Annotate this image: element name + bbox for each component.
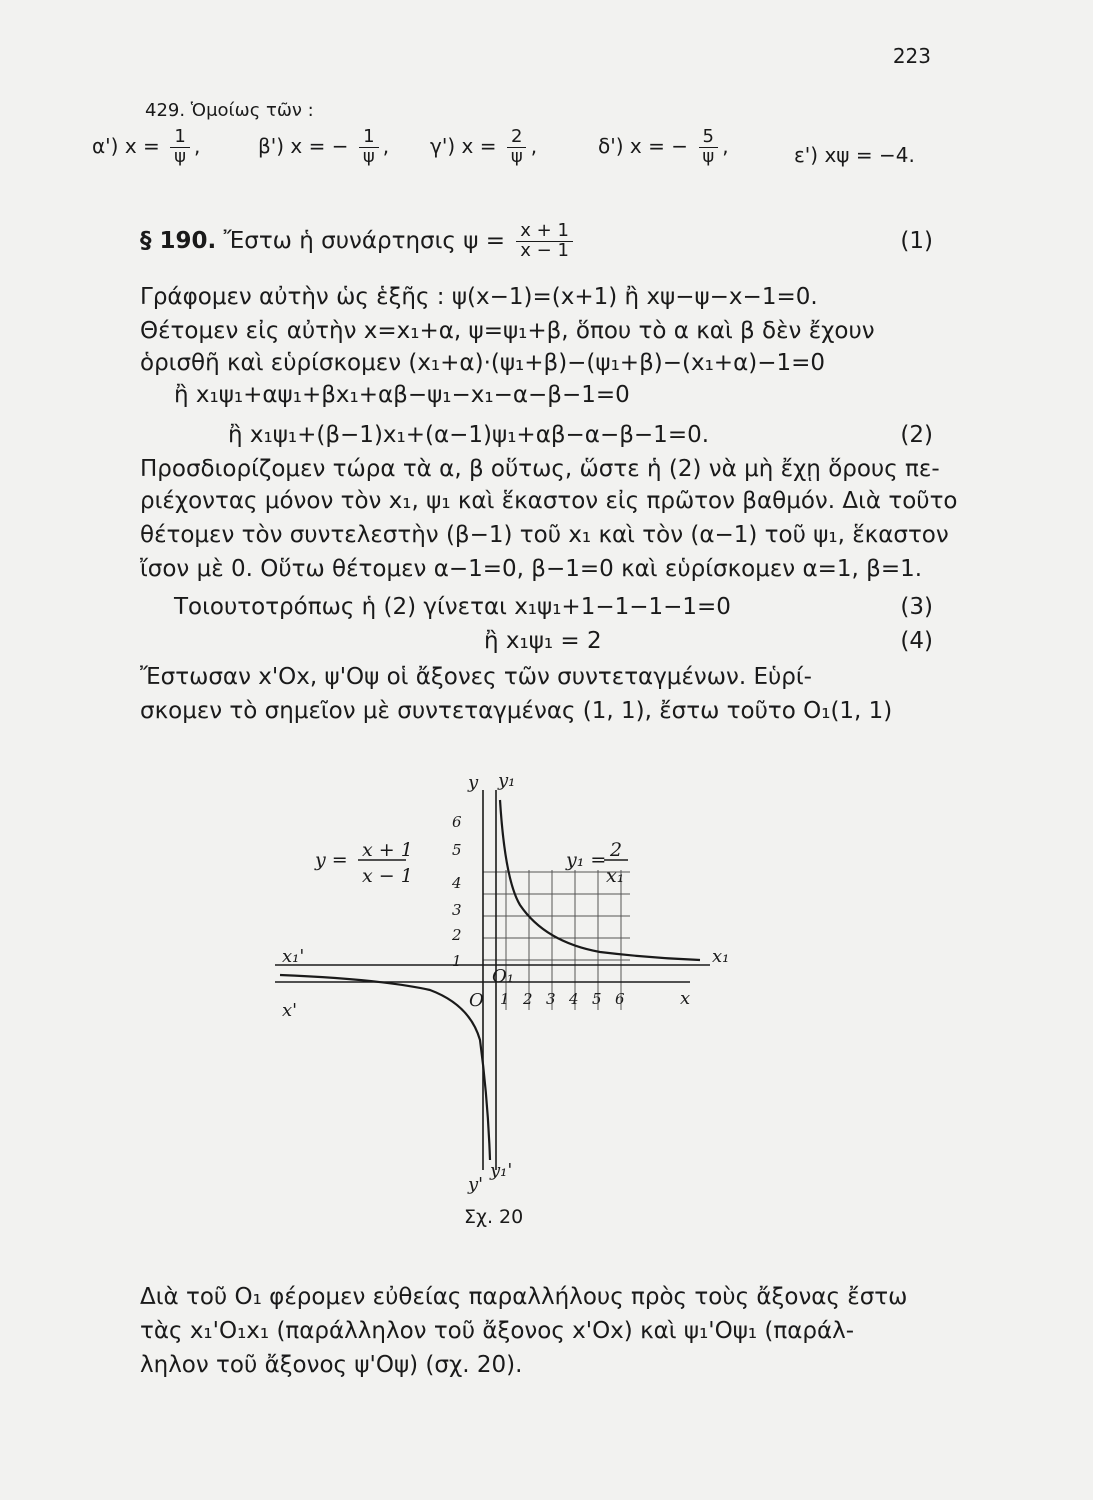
text-line-7: ριέχοντας μόνον τὸν x₁, ψ₁ καὶ ἕκαστον εἰς πρῶτον βαθμόν. Διὰ τοῦτο xyxy=(140,488,958,514)
right-equation-lhs: y₁ = xyxy=(566,849,607,871)
y-tick-label: 6 xyxy=(452,813,462,831)
y-tick-label: 5 xyxy=(452,841,462,859)
exercise-item-d: δ') x = − $\frac{5}{\psi}$ , xyxy=(598,126,729,167)
text-line-5: ἢ x₁ψ₁+(β−1)x₁+(α−1)ψ₁+αβ−α−β−1=0. xyxy=(228,422,710,448)
text-line-content: τὰς x₁'O₁x₁ (παράλληλον τοῦ ἄξονος x'Ox) καὶ ψ₁'Oψ₁ (παράλ- xyxy=(140,1318,855,1344)
fraction-denominator: x − 1 xyxy=(520,239,569,261)
fraction-numerator: 5 xyxy=(699,128,718,148)
y-tick-label: 1 xyxy=(452,952,462,970)
section-intro: Ἔστω ἡ συνάρτησις ψ = xyxy=(223,227,505,254)
grid-lines xyxy=(483,870,630,1010)
label-o1: O₁ xyxy=(492,966,514,987)
x-tick-label: 6 xyxy=(615,990,625,1008)
text-line-12: Ἔστωσαν x'Ox, ψ'Oψ οἱ ἄξονες τῶν συντεταγμένων. Εὑρί- xyxy=(140,664,812,690)
x-tick-labels xyxy=(500,990,625,1008)
exercise-item-e: ε') xψ = −4. xyxy=(794,143,915,167)
label-x1-left: x₁' xyxy=(282,946,305,967)
left-equation xyxy=(314,839,413,887)
exercise-item-label: α') x = xyxy=(92,133,160,158)
text-line-13: σκομεν τὸ σημεῖον μὲ συντεταγμένας (1, 1), ἔστω τοῦτο O₁(1, 1) xyxy=(140,698,893,724)
fraction-numerator: 1 xyxy=(170,128,189,148)
label-y1-prime: y₁' xyxy=(490,1160,513,1181)
left-equation-den: x − 1 xyxy=(362,865,413,887)
x-tick-label: 1 xyxy=(500,990,510,1008)
left-equation-lhs: y = xyxy=(315,849,348,871)
fraction-numerator: 2 xyxy=(507,128,526,148)
figure-caption: Σχ. 20 xyxy=(464,1206,524,1228)
y-tick-labels xyxy=(451,813,462,970)
exercise-item-c: γ') x = $\frac{2}{\psi}$ , xyxy=(430,126,538,167)
y-tick-label: 4 xyxy=(452,874,462,892)
closing-line-2 xyxy=(140,1318,933,1344)
text-line-10: Τοιουτοτρόπως ἡ (2) γίνεται x₁ψ₁+1−1−1−1=0 xyxy=(174,594,731,620)
text-line-content: Γράφομεν αὐτὴν ὡς ἑξῆς : ψ(x−1)=(x+1) ἢ xψ−ψ−x−1=0. xyxy=(140,284,818,310)
x-tick-label: 4 xyxy=(569,990,579,1008)
text-line-content: Θέτομεν εἰς αὐτὴν x=x₁+α, ψ=ψ₁+β, ὅπου τὸ α καὶ β δὲν ἔχουν xyxy=(140,318,875,344)
right-equation-den: x₁ xyxy=(606,865,625,887)
fraction-numerator: x + 1 xyxy=(516,222,573,242)
exercise-item-label: β') x = − xyxy=(258,133,349,158)
right-equation xyxy=(565,839,628,887)
equation-label-1: (1) xyxy=(900,228,933,254)
fraction-denominator: ψ xyxy=(702,145,715,167)
fraction-numerator: 1 xyxy=(359,128,378,148)
text-line-4: ἢ x₁ψ₁+αψ₁+βx₁+αβ−ψ₁−x₁−α−β−1=0 xyxy=(174,382,630,408)
label-y: y xyxy=(468,772,479,793)
x-tick-label: 3 xyxy=(546,990,556,1008)
right-equation-num: 2 xyxy=(610,839,623,861)
left-equation-num: x + 1 xyxy=(362,839,413,861)
equation-label-4: (4) xyxy=(900,628,933,654)
text-line-9: ἴσον μὲ 0. Οὕτω θέτομεν α−1=0, β−1=0 καὶ εὑρίσκομεν α=1, β=1. xyxy=(140,556,923,582)
page-number: 223 xyxy=(892,44,931,68)
label-x-prime: x' xyxy=(282,1000,298,1021)
exercise-item-a: α') x = $\frac{1}{\psi}$ , xyxy=(92,126,201,167)
text-line-11: ἢ x₁ψ₁ = 2 xyxy=(484,628,602,654)
exercise-heading: 429. Ὁμοίως τῶν : xyxy=(145,100,314,121)
label-x: x xyxy=(680,988,691,1009)
label-x1-right: x₁ xyxy=(712,946,730,967)
equation-label-3: (3) xyxy=(900,594,933,620)
hyperbola-left-branch xyxy=(280,975,490,1160)
x-tick-label: 5 xyxy=(592,990,602,1008)
closing-line-3: ληλον τοῦ ἄξονος ψ'Oψ) (σχ. 20). xyxy=(140,1352,523,1378)
closing-line-1 xyxy=(140,1284,933,1310)
label-origin: O xyxy=(469,990,484,1011)
fraction-denominator: ψ xyxy=(510,145,523,167)
label-y1: y₁ xyxy=(498,770,516,791)
equation-label-2: (2) xyxy=(900,422,933,448)
text-line-6: Προσδιορίζομεν τώρα τὰ α, β οὕτως, ὥστε ἡ (2) νὰ μὴ ἔχῃ ὅρους πε- xyxy=(140,456,940,482)
y-tick-label: 2 xyxy=(452,926,462,944)
y-tick-label: 3 xyxy=(452,901,462,919)
hyperbola-right-branch xyxy=(500,800,700,960)
exercise-item-b: β') x = − $\frac{1}{\psi}$ , xyxy=(258,126,390,167)
exercise-item-label: γ') x = xyxy=(430,133,497,158)
exercise-item-label: δ') x = − xyxy=(598,133,688,158)
text-line-content: Διὰ τοῦ O₁ φέρομεν εὐθείας παραλλήλους πρὸς τοὺς ἄξονας ἔστω xyxy=(140,1284,908,1310)
x-tick-label: 2 xyxy=(523,990,533,1008)
fraction-denominator: ψ xyxy=(362,145,375,167)
section-number: § 190. xyxy=(140,227,217,254)
text-line-3: ὁρισθῆ καὶ εὑρίσκομεν (x₁+α)·(ψ₁+β)−(ψ₁+β)−(x₁+α)−1=0 xyxy=(140,350,826,376)
label-y-prime: y' xyxy=(468,1174,484,1195)
fraction-denominator: ψ xyxy=(174,145,187,167)
text-line-8: θέτομεν τὸν συντελεστὴν (β−1) τοῦ x₁ καὶ τὸν (α−1) τοῦ ψ₁, ἕκαστον xyxy=(140,522,949,548)
